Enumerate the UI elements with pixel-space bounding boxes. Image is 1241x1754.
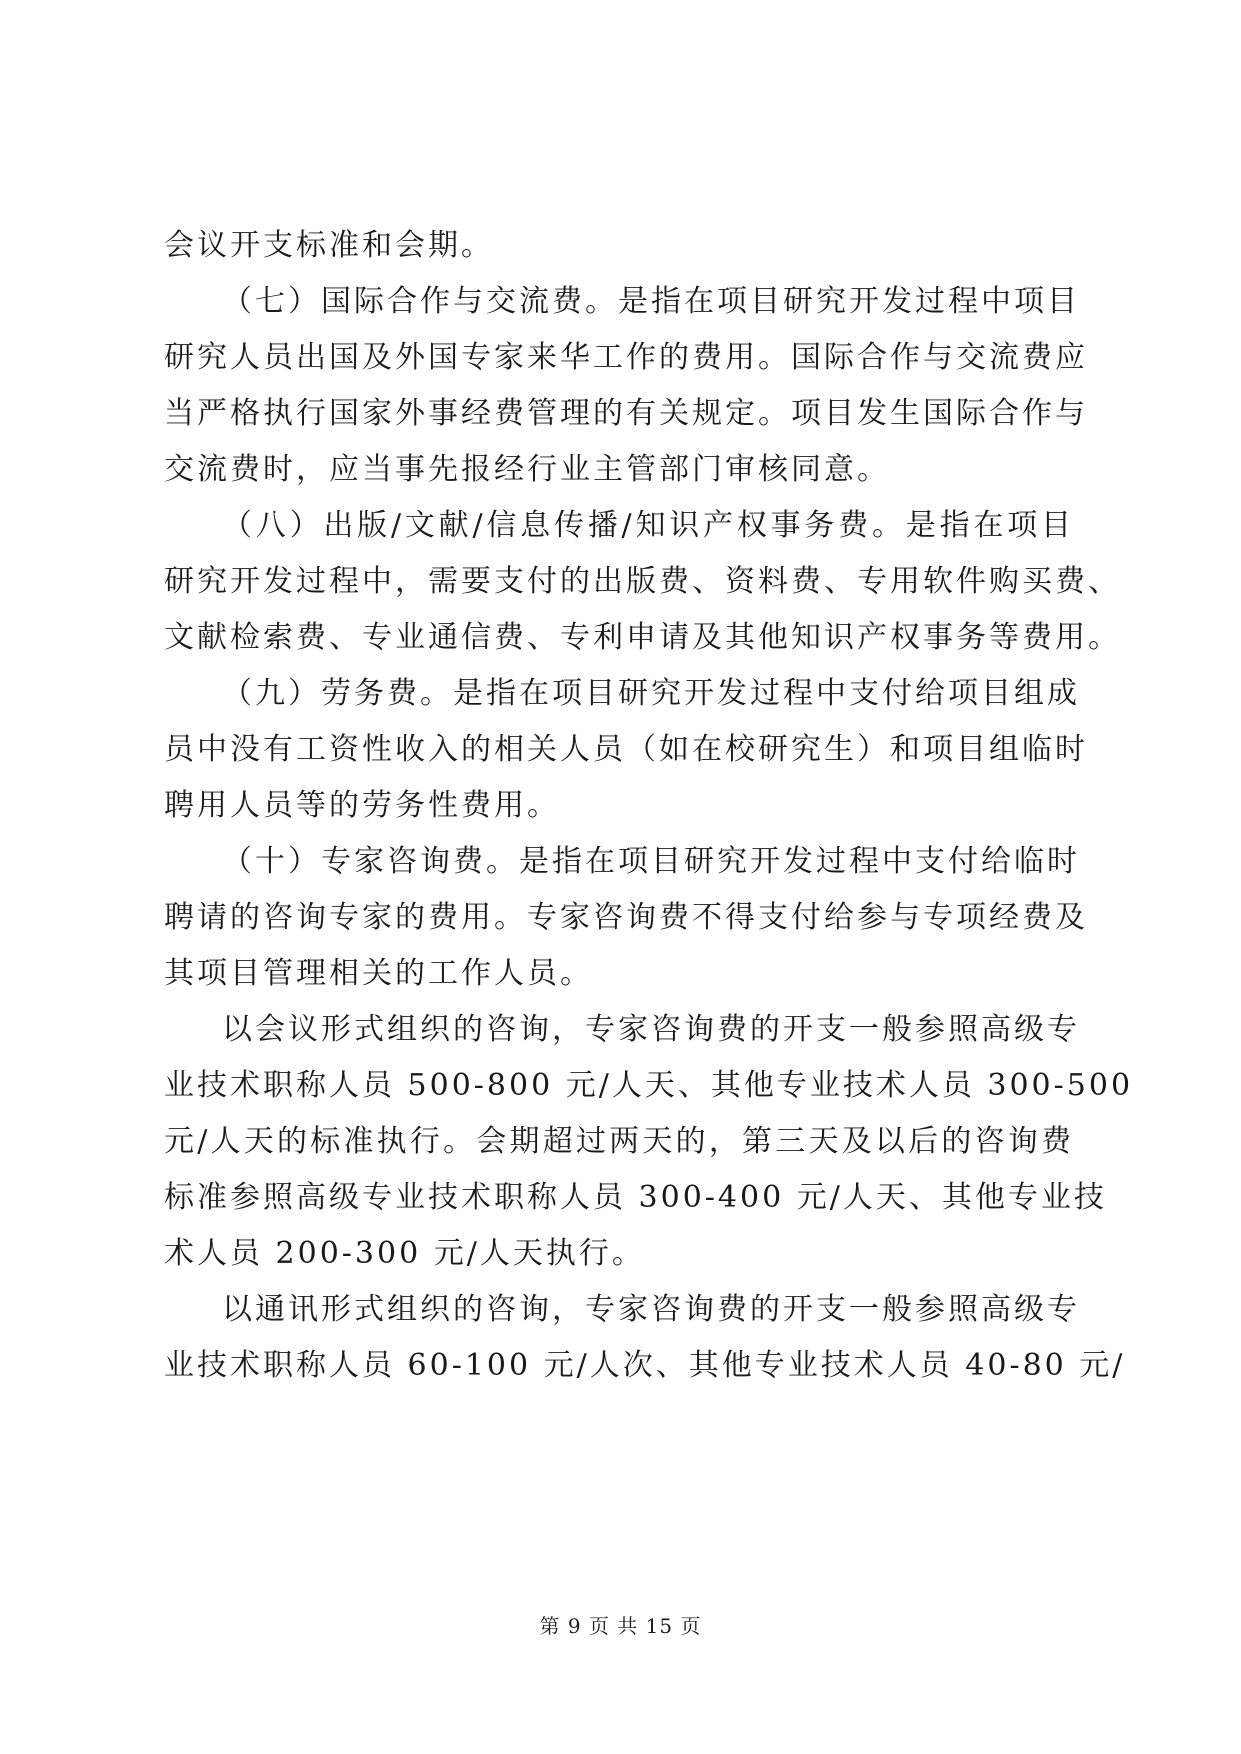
- text-line: 员中没有工资性收入的相关人员（如在校研究生）和项目组临时: [164, 732, 1088, 767]
- text-line: （八）出版/文献/信息传播/知识产权事务费。是指在项目: [222, 508, 1074, 543]
- text-line: 文献检索费、专业通信费、专利申请及其他知识产权事务等费用。: [164, 620, 1121, 655]
- text-line: 以通讯形式组织的咨询，专家咨询费的开支一般参照高级专: [222, 1292, 1080, 1327]
- text-line: 以会议形式组织的咨询，专家咨询费的开支一般参照高级专: [222, 1012, 1080, 1047]
- text-line: 业技术职称人员 60-100 元/人次、其他专业技术人员 40-80 元/: [164, 1348, 1126, 1383]
- text-line: 聘请的咨询专家的费用。专家咨询费不得支付给参与专项经费及: [164, 900, 1088, 935]
- text-line: 会议开支标准和会期。: [164, 228, 494, 263]
- text-line: 术人员 200-300 元/人天执行。: [164, 1236, 645, 1271]
- text-line: 研究人员出国及外国专家来华工作的费用。国际合作与交流费应: [164, 340, 1088, 375]
- text-line: 元/人天的标准执行。会期超过两天的，第三天及以后的咨询费: [164, 1124, 1074, 1159]
- text-line: 聘用人员等的劳务性费用。: [164, 788, 560, 823]
- text-line: （九）劳务费。是指在项目研究开发过程中支付给项目组成: [222, 676, 1080, 711]
- text-line: 业技术职称人员 500-800 元/人天、其他专业技术人员 300-500: [164, 1068, 1134, 1103]
- page-number-footer: 第 9 页 共 15 页: [539, 1614, 702, 1638]
- text-line: 标准参照高级专业技术职称人员 300-400 元/人天、其他专业技: [164, 1180, 1107, 1215]
- text-line: （七）国际合作与交流费。是指在项目研究开发过程中项目: [222, 284, 1080, 319]
- text-line: 其项目管理相关的工作人员。: [164, 956, 593, 991]
- text-line: 当严格执行国家外事经费管理的有关规定。项目发生国际合作与: [164, 396, 1088, 431]
- text-line: （十）专家咨询费。是指在项目研究开发过程中支付给临时: [222, 844, 1080, 879]
- text-line: 交流费时，应当事先报经行业主管部门审核同意。: [164, 452, 890, 487]
- text-line: 研究开发过程中，需要支付的出版费、资料费、专用软件购买费、: [164, 564, 1121, 599]
